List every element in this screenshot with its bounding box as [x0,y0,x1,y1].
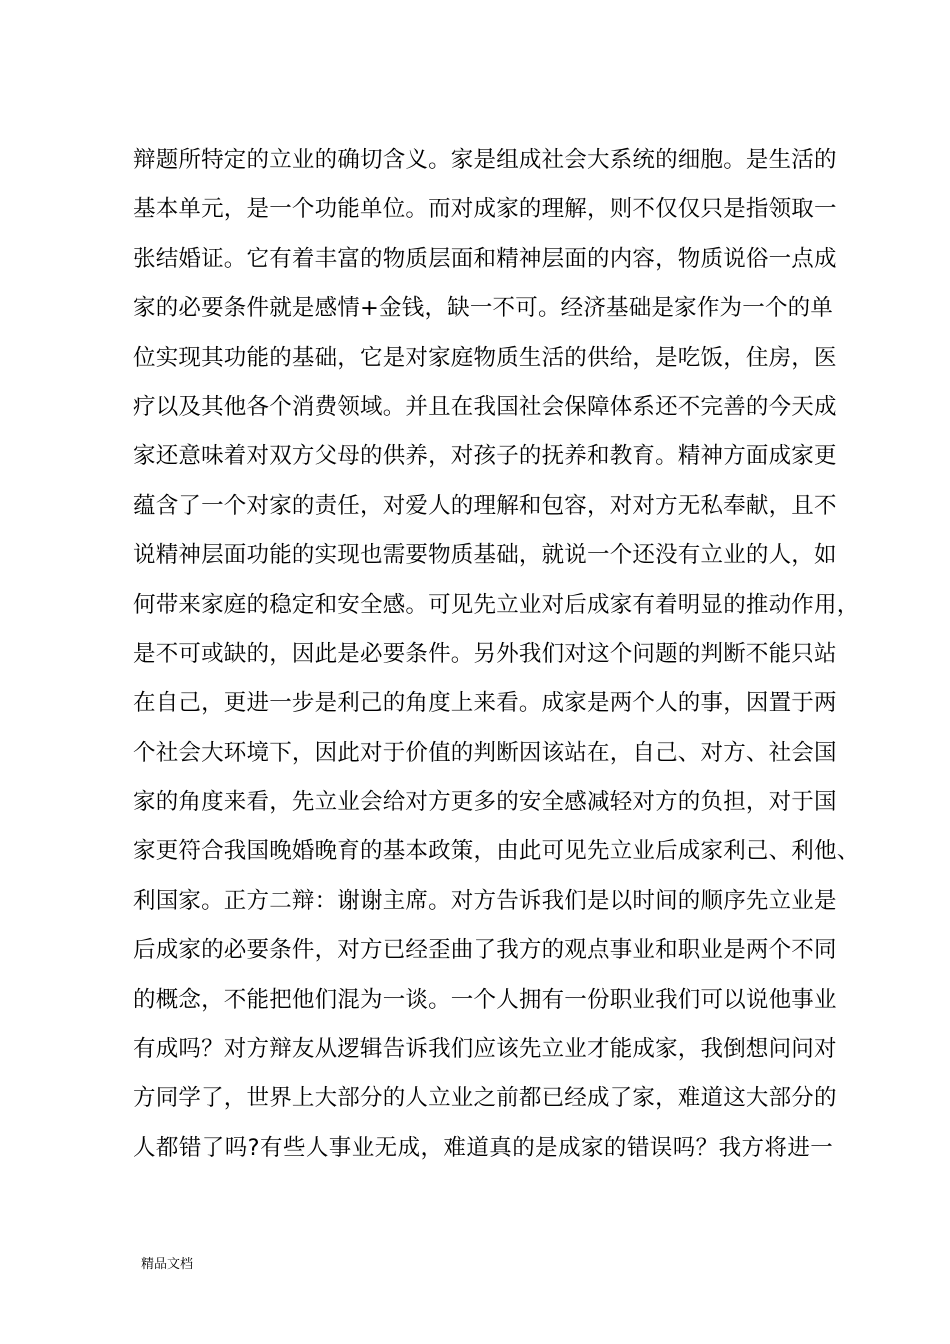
text-line: 家更符合我国晚婚晚育的基本政策，由此可见先立业后成家利己、利他、 [133,838,860,865]
text-line: 位实现其功能的基础，它是对家庭物质生活的供给，是吃饭，住房，医 [133,344,837,371]
text-line: 辩题所特定的立业的确切含义。家是组成社会大系统的细胞。是生活的 [133,147,837,173]
text-line: 基本单元，是一个功能单位。而对成家的理解，则不仅仅只是指领取一 [133,196,837,223]
footer-label: 精品文档 [141,1257,194,1272]
text-line: 家还意味着对双方父母的供养，对孩子的抚养和教育。精神方面成家更 [133,443,837,470]
text-line: 后成家的必要条件，对方已经歪曲了我方的观点事业和职业是两个不同 [133,937,837,964]
text-line: 是不可或缺的，因此是必要条件。另外我们对这个问题的判断不能只站 [133,640,837,667]
text-line: 在自己，更进一步是利己的角度上来看。成家是两个人的事，因置于两 [133,690,837,717]
text-line: 蕴含了一个对家的责任，对爱人的理解和包容，对对方无私奉献，且不 [133,492,837,519]
text-line: 个社会大环境下，因此对于价值的判断因该站在，自己、对方、社会国 [133,739,837,766]
text-line: 利国家。正方二辩：谢谢主席。对方告诉我们是以时间的顺序先立业是 [133,887,837,914]
text-line: 家的必要条件就是感情+金钱，缺一不可。经济基础是家作为一个的单 [133,295,834,322]
text-line: 人都错了吗?有些人事业无成，难道真的是成家的错误吗？我方将进一 [133,1134,833,1161]
text-line: 有成吗？对方辩友从逻辑告诉我们应该先立业才能成家，我倒想问问对 [133,1036,837,1063]
text-line: 何带来家庭的稳定和安全感。可见先立业对后成家有着明显的推动作用， [133,591,860,618]
text-line: 张结婚证。它有着丰富的物质层面和精神层面的内容，物质说俗一点成 [133,245,837,272]
text-line: 疗以及其他各个消费领域。并且在我国社会保障体系还不完善的今天成 [133,393,837,420]
text-line: 说精神层面功能的实现也需要物质基础，就说一个还没有立业的人，如 [133,542,837,569]
body-text [133,136,860,1173]
text-line: 家的角度来看，先立业会给对方更多的安全感减轻对方的负担，对于国 [133,789,837,816]
text-line: 的概念，不能把他们混为一谈。一个人拥有一份职业我们可以说他事业 [133,986,837,1013]
text-line: 方同学了，世界上大部分的人立业之前都已经成了家，难道这大部分的 [133,1085,837,1112]
